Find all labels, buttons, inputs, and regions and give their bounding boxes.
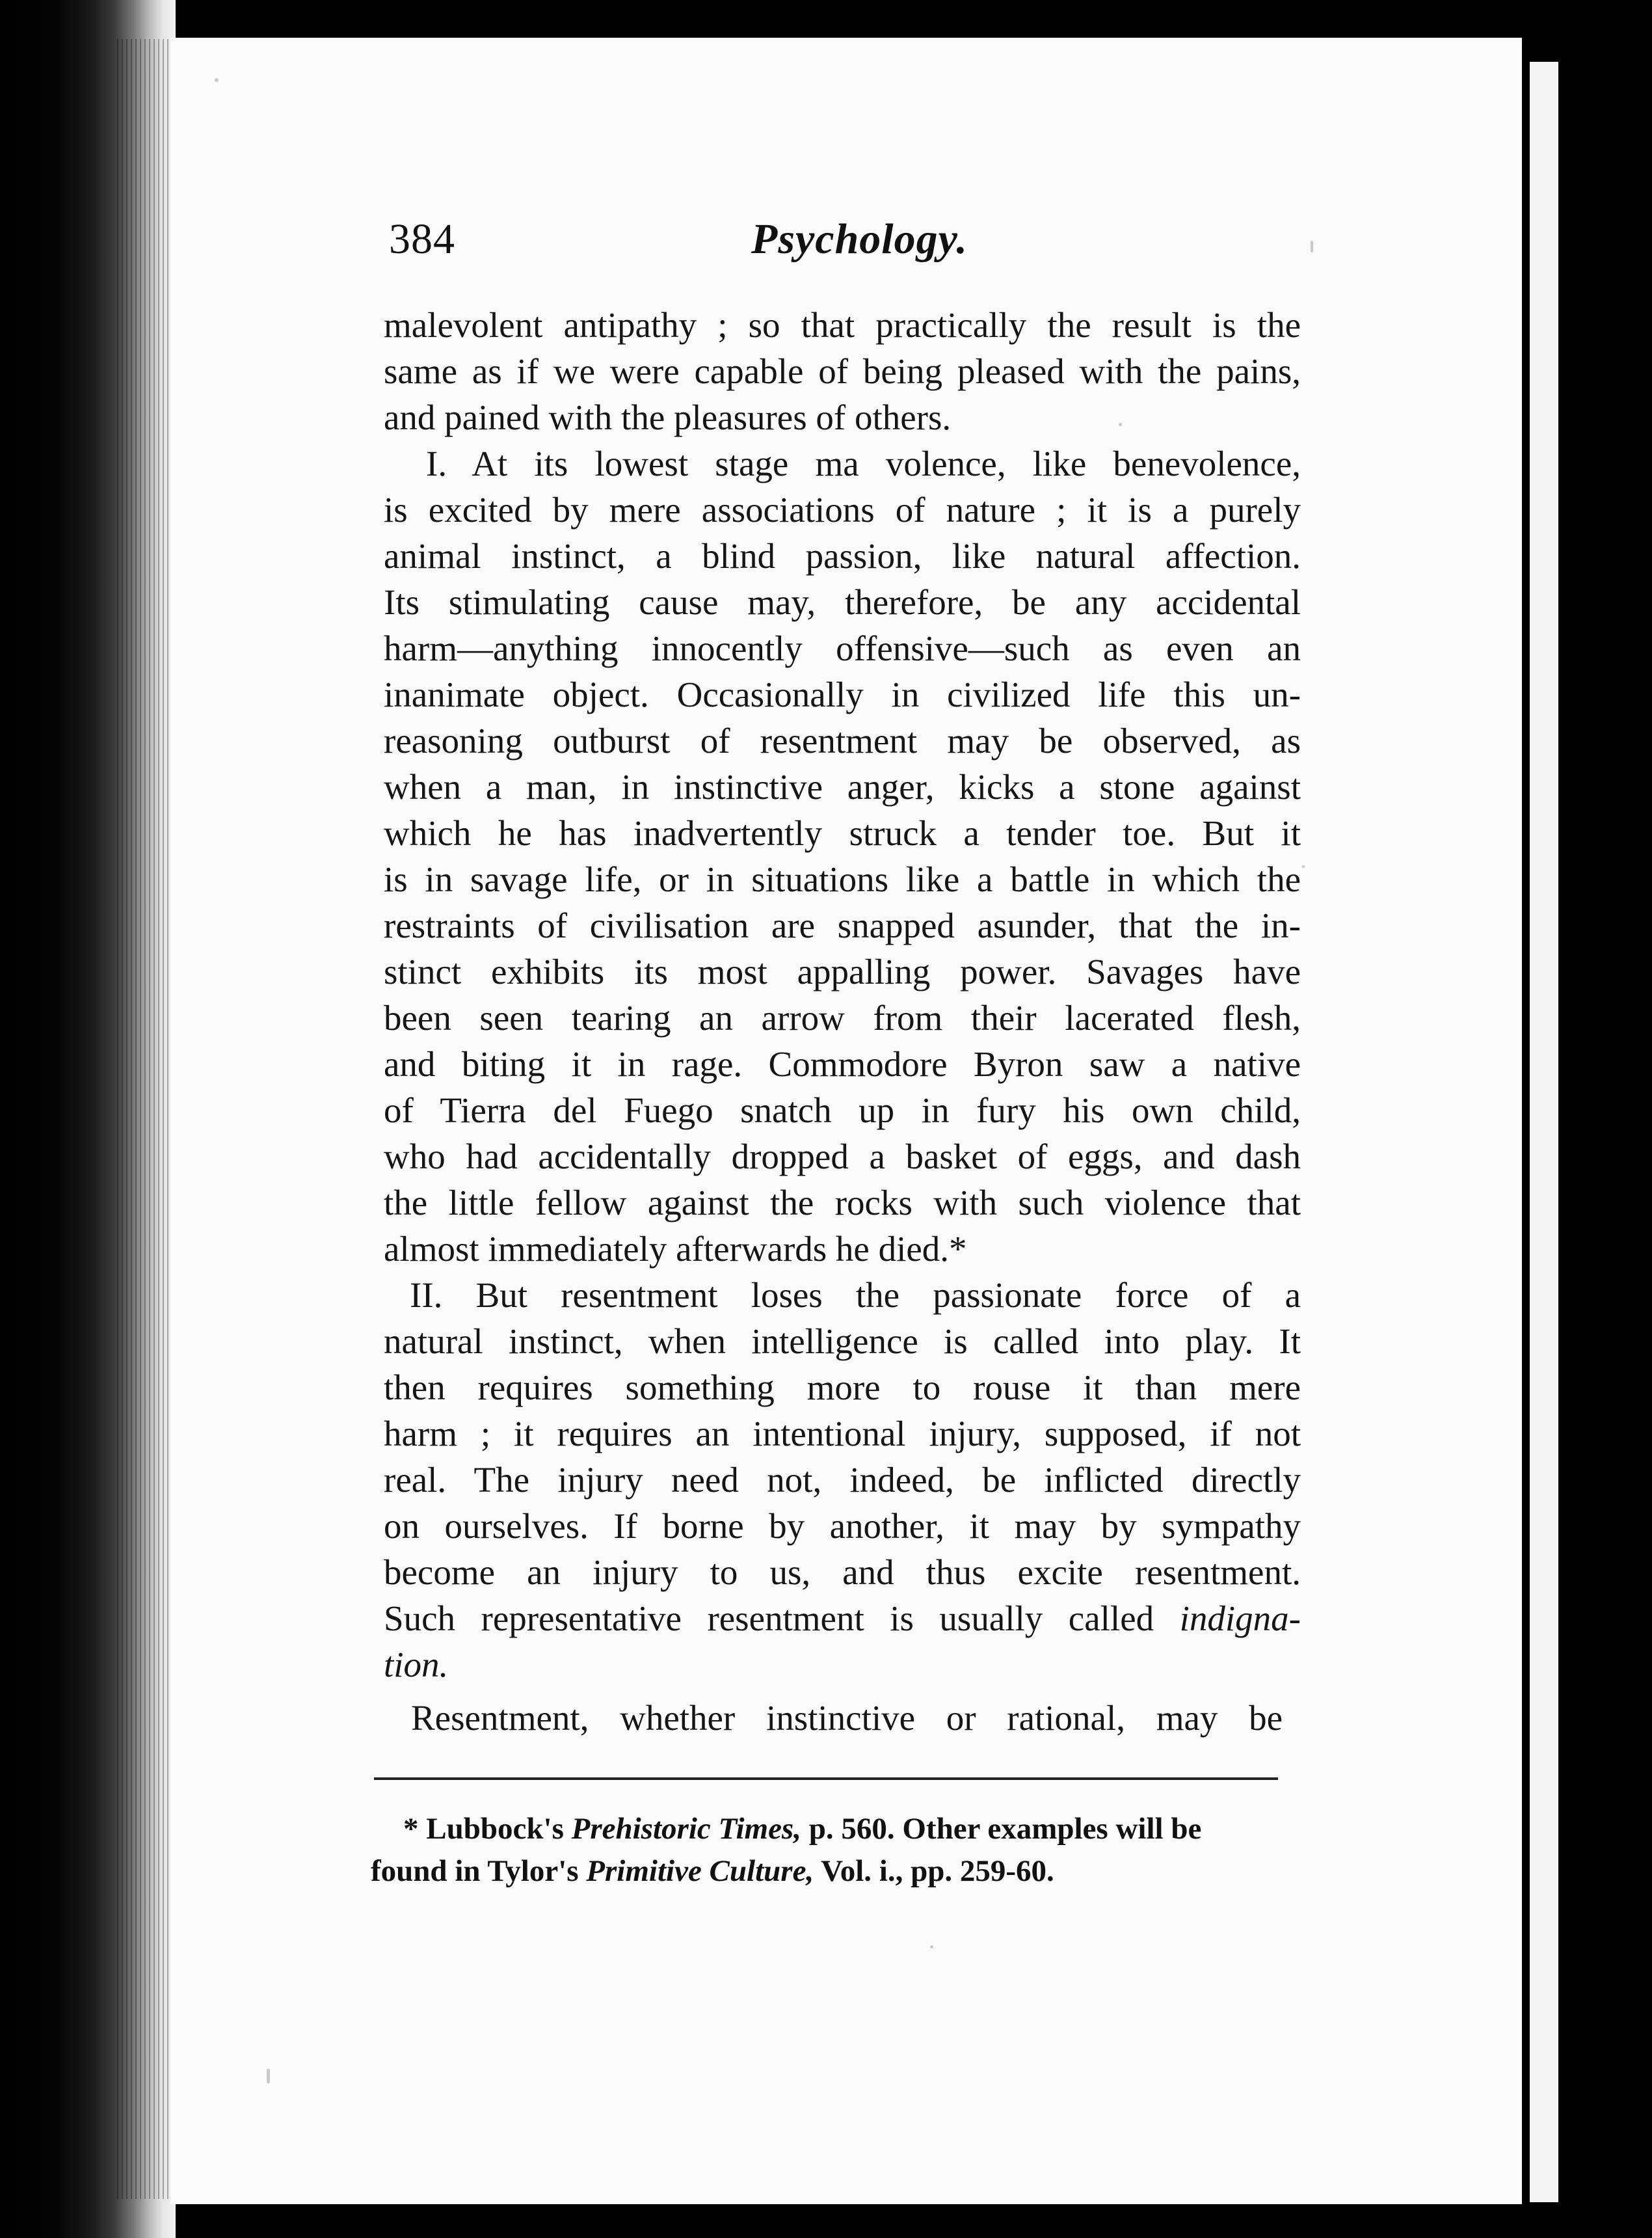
body-line: inanimate object. Occasionally in civilized life this un- [384, 675, 1301, 714]
page-number: 384 [389, 215, 455, 263]
body-line: reasoning outburst of resentment may be observed, as [384, 721, 1301, 761]
body-line: then requires something more to rouse it than mere [384, 1368, 1301, 1407]
body-line: II. But resentment loses the passionate force of a [410, 1275, 1301, 1315]
body-line: who had accidentally dropped a basket of eggs, and dash [384, 1137, 1301, 1176]
body-line: is excited by mere associations of nature ; it is a purely [384, 490, 1301, 530]
body-line: of Tierra del Fuego snatch up in fury his own child, [384, 1090, 1301, 1130]
footnote-title: Prehistoric Times, [571, 1812, 801, 1846]
footnote-text: * Lubbock's [403, 1812, 572, 1846]
body-line: natural instinct, when intelligence is called into play. It [384, 1321, 1301, 1361]
body-line: is in savage life, or in situations like a battle in which the [384, 859, 1301, 899]
body-line [384, 1596, 1301, 1641]
footnote-title: Primitive Culture, [586, 1854, 814, 1888]
body-line: I. At its lowest stage ma volence, like benevolence, [426, 444, 1301, 483]
footnote-text: found in Tylor's [371, 1854, 587, 1888]
body-line-text: Such representative resentment is usually called [384, 1598, 1180, 1638]
body-line: been seen tearing an arrow from their lacerated flesh, [384, 998, 1301, 1038]
body-line: become an injury to us, and thus excite resentment. [384, 1552, 1301, 1592]
stacked-page-edges [117, 39, 169, 2199]
body-line: on ourselves. If borne by another, it may by sympathy [384, 1506, 1301, 1546]
body-line: tion. [384, 1645, 449, 1684]
body-line: same as if we were capable of being pleased with the pains, [384, 351, 1301, 391]
footnote-rule [374, 1777, 1278, 1780]
body-line: Resentment, whether instinctive or rational, may be [411, 1698, 1283, 1738]
italic-word: indigna- [1179, 1598, 1301, 1638]
body-line: malevolent antipathy ; so that practically the result is the [384, 305, 1301, 345]
body-line: harm ; it requires an intentional injury, supposed, if not [384, 1414, 1301, 1453]
body-line: Its stimulating cause may, therefore, be any accidental [384, 582, 1301, 622]
footnote-line [403, 1809, 1201, 1849]
footnote-text: Vol. i., pp. 259-60. [814, 1854, 1054, 1888]
body-line: when a man, in instinctive anger, kicks a stone against [384, 767, 1301, 807]
body-line: harm—anything innocently offensive—such as even an [384, 628, 1301, 668]
facing-page-edge [1530, 62, 1558, 2202]
body-line: and biting it in rage. Commodore Byron saw a native [384, 1044, 1301, 1084]
footnote-text: p. 560. Other examples will be [801, 1812, 1202, 1846]
body-line: and pained with the pleasures of others. [384, 398, 952, 437]
body-line: real. The injury need not, indeed, be inflicted directly [384, 1460, 1301, 1500]
running-title: Psychology. [751, 215, 968, 263]
body-line: which he has inadvertently struck a tender toe. But it [384, 813, 1301, 853]
body-line: almost immediately afterwards he died.* [384, 1229, 967, 1269]
body-line: stinct exhibits its most appalling power. Savages have [384, 952, 1301, 991]
body-line: restraints of civilisation are snapped asunder, that the in- [384, 906, 1301, 945]
body-line: animal instinct, a blind passion, like natural affection. [384, 536, 1301, 576]
body-line: the little fellow against the rocks with such violence that [384, 1183, 1301, 1222]
footnote-line [371, 1851, 1054, 1891]
